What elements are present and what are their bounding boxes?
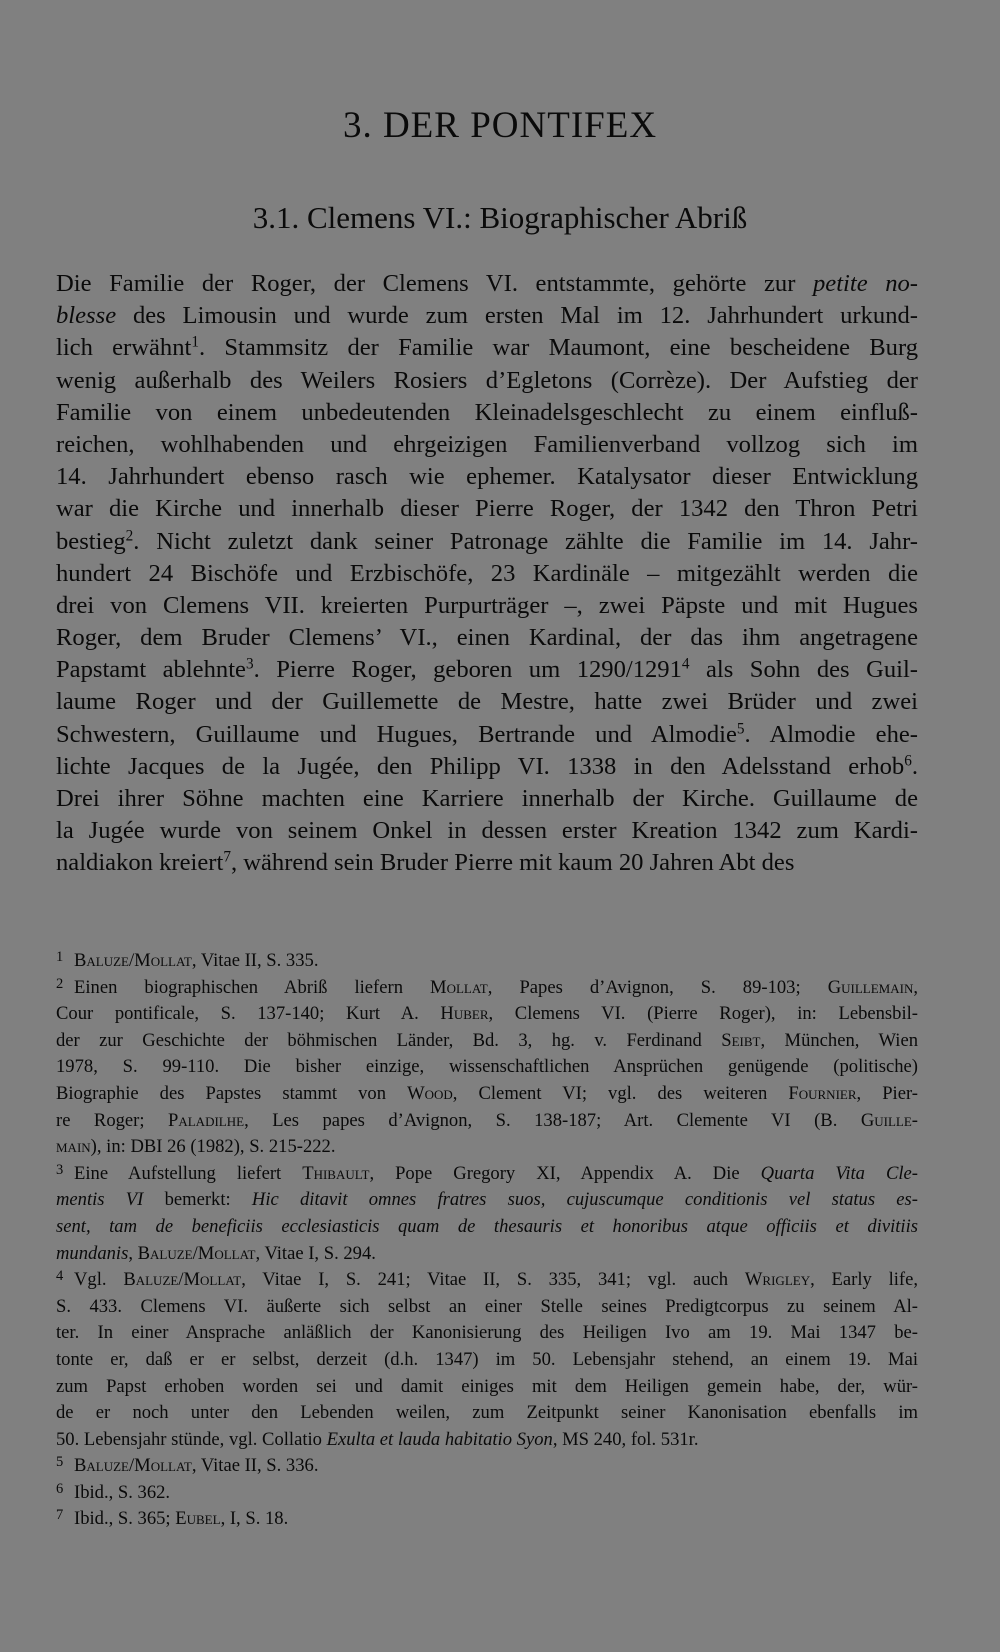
footnote-reference: 1	[191, 334, 199, 351]
footnote-line: 1 Baluze/Mollat, Vitae II, S. 335.	[56, 948, 319, 971]
footnote-line: tonte er, daß er er selbst, derzeit (d.h. 1347) im 50. Lebensjahr stehend, an einem 19. Mai	[56, 1348, 918, 1370]
body-line: la Jugée wurde von seinem Onkel in dessen erster Kreation 1342 zum Kardi-	[56, 817, 918, 845]
italic-text: sent, tam de beneficiis ecclesiasticis quam de thesauris et honoribus atque officiis et divitiis	[56, 1215, 918, 1237]
footnote-line: 1978, S. 99-110. Die bisher einzige, wissenschaftlichen Ansprüchen genügende (politische)	[56, 1056, 918, 1078]
author-name: Baluze/Mollat	[137, 1242, 256, 1264]
chapter-title: 3. DER PONTIFEX	[342, 105, 658, 146]
author-name: Thibault	[302, 1162, 370, 1184]
footnote-line: der zur Geschichte der böhmischen Länder, Bd. 3, hg. v. Ferdinand Seibt, München, Wien	[56, 1029, 918, 1051]
footnote-line: 50. Lebensjahr stünde, vgl. Collatio Exulta et lauda habitatio Syon, MS 240, fol. 531r.	[56, 1428, 699, 1450]
footnotes	[56, 948, 918, 1533]
italic-text: mentis VI	[56, 1189, 144, 1211]
author-name: Mollat	[430, 976, 488, 998]
footnote-line: Cour pontificale, S. 137-140; Kurt A. Huber, Clemens VI. (Pierre Roger), in: Lebensbil-	[56, 1003, 918, 1025]
footnote-line: 2 Einen biographischen Abriß liefern Mollat, Papes d’Avignon, S. 89-103; Guillemain,	[56, 975, 918, 998]
footnote-reference: 5	[736, 720, 745, 738]
body-line: naldiakon kreiert$^7$, während sein Bruder Pierre mit kaum 20 Jahren Abt des	[56, 849, 795, 877]
italic-text: Quarta Vita Cle-	[760, 1162, 918, 1184]
body-line: Die Familie der Roger, der Clemens VI. entstammte, gehörte zur petite no-	[56, 270, 918, 297]
body-line: hundert 24 Bischöfe und Erzbischöfe, 23 Kardinäle – mitgezählt werden die	[56, 559, 918, 587]
italic-text: petite no-	[813, 270, 918, 297]
footnote-reference: 3	[245, 655, 254, 673]
footnote-line: 5 Baluze/Mollat, Vitae II, S. 336.	[56, 1454, 319, 1477]
body-line: war die Kirche und innerhalb dieser Pierre Roger, der 1342 den Thron Petri	[56, 495, 918, 523]
footnote-line: de er noch unter den Lebenden weilen, zum Zeitpunkt seiner Kanonisation ebenfalls im	[56, 1402, 918, 1424]
footnote-line: S. 433. Clemens VI. äußerte sich selbst an einer Stelle seines Predigtcorpus zu seinem Al-	[56, 1295, 918, 1317]
footnote-reference: 2	[125, 527, 134, 545]
body-line: blesse des Limousin und wurde zum ersten Mal im 12. Jahrhundert urkund-	[56, 302, 918, 330]
footnote-line: ter. In einer Ansprache anläßlich der Kanonisierung des Heiligen Ivo am 19. Mai 1347 be-	[56, 1322, 918, 1344]
body-line: reichen, wohlhabenden und ehrgeizigen Familienverband vollzog sich im	[56, 430, 918, 458]
footnote-line: 6 Ibid., S. 362.	[56, 1480, 171, 1503]
body-line: drei von Clemens VII. kreierten Purpurträger –, zwei Päpste und mit Hugues	[56, 591, 918, 619]
footnote-line: 7 Ibid., S. 365; Eubel, I, S. 18.	[56, 1507, 289, 1530]
author-name: Fournier	[788, 1082, 857, 1104]
section-title: 3.1. Clemens VI.: Biographischer Abriß	[252, 200, 748, 235]
footnote-line: main), in: DBI 26 (1982), S. 215-222.	[56, 1136, 336, 1158]
footnote-line: mentis VI bemerkt: Hic ditavit omnes fratres suos, cujuscumque conditionis vel status es-	[56, 1189, 918, 1211]
author-name: Wood	[407, 1082, 453, 1104]
footnote-line: re Roger; Paladilhe, Les papes d’Avignon, S. 138-187; Art. Clemente VI (B. Guille-	[56, 1109, 918, 1131]
author-name: Baluze/Mollat	[123, 1269, 242, 1291]
author-name: Guille-	[860, 1109, 918, 1131]
italic-text: blesse	[56, 302, 117, 330]
footnote-reference: 4	[681, 655, 690, 673]
author-name: main	[56, 1136, 91, 1158]
author-name: Guillemain	[827, 976, 914, 998]
body-line: wenig außerhalb des Weilers Rosiers d’Egletons (Corrèze). Der Aufstieg der	[56, 366, 918, 394]
footnote-line: 3 Eine Aufstellung liefert Thibault, Pope Gregory XI, Appendix A. Die Quarta Vita Cle-	[56, 1161, 918, 1184]
italic-text: Exulta et lauda habitatio Syon	[326, 1428, 553, 1450]
footnote-line: mundanis, Baluze/Mollat, Vitae I, S. 294.	[56, 1242, 376, 1264]
author-name: Eubel	[175, 1508, 221, 1530]
body-line: bestieg$^2$. Nicht zuletzt dank seiner Patronage zählte die Familie im 14. Jahr-	[56, 527, 918, 555]
footnote-reference: 6	[904, 752, 912, 770]
body-text	[56, 268, 918, 880]
body-line: Drei ihrer Söhne machten eine Karriere innerhalb der Kirche. Guillaume de	[56, 785, 918, 812]
footnote-line	[56, 1214, 918, 1241]
body-line: Familie von einem unbedeutenden Kleinadelsgeschlecht zu einem einfluß-	[56, 398, 918, 426]
body-line: lichte Jacques de la Jugée, den Philipp VI. 1338 in den Adelsstand erhob$^6$.	[56, 752, 918, 780]
author-name: Wrigley	[744, 1269, 811, 1291]
author-name: Huber	[440, 1003, 489, 1025]
body-line: lich erwähnt$^1$. Stammsitz der Familie war Maumont, eine bescheidene Burg	[56, 334, 918, 362]
body-line: Papstamt ablehnte$^3$. Pierre Roger, geboren um 1290/1291$^4$ als Sohn des Guil-	[56, 655, 918, 684]
author-name: Baluze/Mollat	[74, 950, 192, 971]
footnote-reference: 7	[223, 849, 231, 866]
italic-text: mundanis	[56, 1242, 129, 1264]
author-name: Baluze/Mollat	[74, 1455, 192, 1477]
footnote-line: Biographie des Papstes stammt von Wood, Clement VI; vgl. des weiteren Fournier, Pier-	[56, 1082, 918, 1104]
footnote-line: zum Papst erhoben worden sei und damit einiges mit dem Heiligen gemein habe, der, wür-	[56, 1375, 918, 1397]
author-name: Paladilhe	[168, 1109, 245, 1131]
footnote-line: 4 Vgl. Baluze/Mollat, Vitae I, S. 241; Vitae II, S. 335, 341; vgl. auch Wrigley, Early life,	[56, 1268, 918, 1291]
body-line: laume Roger und der Guillemette de Mestre, hatte zwei Brüder und zwei	[56, 688, 918, 716]
body-line: 14. Jahrhundert ebenso rasch wie ephemer. Katalysator dieser Entwicklung	[56, 463, 918, 491]
italic-text: Hic ditavit omnes fratres suos, cujuscumque conditionis vel status es-	[251, 1189, 918, 1211]
author-name: Seibt	[721, 1029, 761, 1051]
body-line: Roger, dem Bruder Clemens’ VI., einen Kardinal, der das ihm angetragene	[56, 624, 918, 652]
body-line: Schwestern, Guillaume und Hugues, Bertrande und Almodie$^5$. Almodie ehe-	[56, 720, 918, 748]
